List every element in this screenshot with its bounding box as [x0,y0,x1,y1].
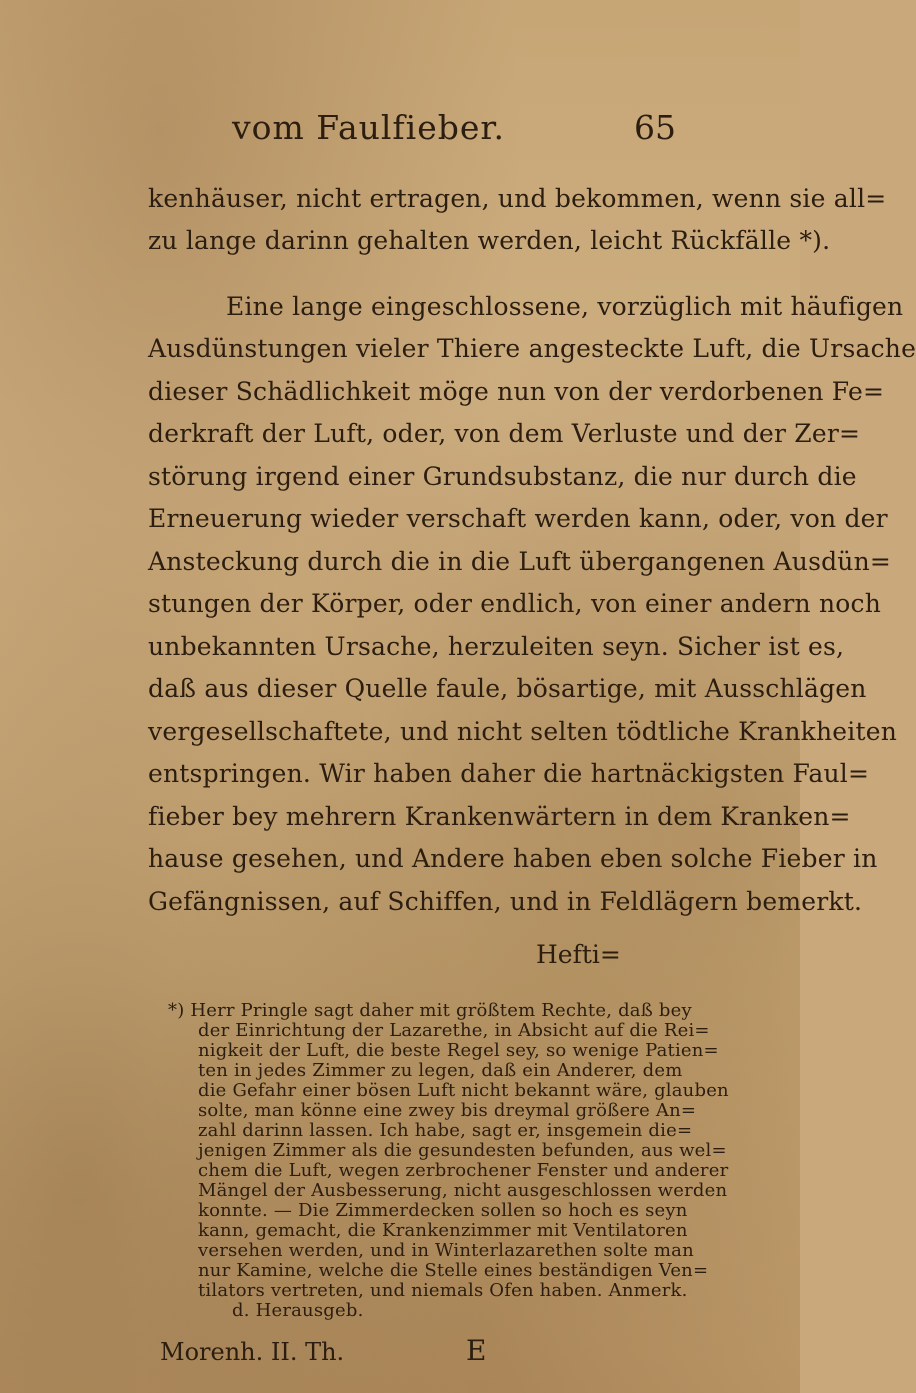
footnote-line: die Gefahr einer bösen Luft nicht bekannt wäre, glauben [198,1080,729,1101]
page-number: 65 [634,108,676,147]
footnote-line: tilators vertreten, und niemals Ofen haben. Anmerk. [198,1280,688,1301]
footnote-line: Mängel der Ausbesserung, nicht ausgeschlossen werden [198,1180,728,1201]
footnote-line: ten in jedes Zimmer zu legen, daß ein Anderer, dem [198,1060,683,1081]
text-line: fieber bey mehrern Krankenwärtern in dem Kranken= [148,802,851,831]
text-line: stungen der Körper, oder endlich, von einer andern noch [148,589,882,618]
text-line: Ausdünstungen vieler Thiere angesteckte Luft, die Ursache [148,334,916,363]
text-line: kenhäuser, nicht ertragen, und bekommen, wenn sie all= [148,184,887,213]
text-line: daß aus dieser Quelle faule, bösartige, mit Ausschlägen [148,674,867,703]
footnote-line: kann, gemacht, die Krankenzimmer mit Ventilatoren [198,1220,688,1241]
footnote-line: chem die Luft, wegen zerbrochener Fenster und anderer [198,1160,729,1181]
text-line: Eine lange eingeschlossene, vorzüglich mit häufigen [226,292,904,321]
text-line: entspringen. Wir haben daher die hartnäckigsten Faul= [148,759,870,788]
text-line: Ansteckung durch die in die Luft übergangenen Ausdün= [148,547,892,576]
page-header [0,108,800,158]
footnote-line: nur Kamine, welche die Stelle eines beständigen Ven= [198,1260,709,1281]
text-line: störung irgend einer Grundsubstanz, die nur durch die [148,462,857,491]
footnote-line: zahl darinn lassen. Ich habe, sagt er, insgemein die= [198,1120,693,1141]
signature-mark: E [466,1334,487,1367]
text-line: zu lange darinn gehalten werden, leicht Rückfälle *). [148,226,831,255]
footnote-line: versehen werden, und in Winterlazarethen solte man [198,1240,694,1261]
text-line: Gefängnissen, auf Schiffen, und in Feldlägern bemerkt. [148,887,863,916]
footnote-line: solte, man könne eine zwey bis dreymal größere An= [198,1100,697,1121]
signature-line: Morenh. II. Th. [160,1338,345,1366]
text-line: unbekannten Ursache, herzuleiten seyn. Sicher ist es, [148,632,845,661]
text-line: Erneuerung wieder verschaft werden kann, oder, von der [148,504,888,533]
text-line: dieser Schädlichkeit möge nun von der verdorbenen Fe= [148,377,885,406]
running-title: vom Faulfieber. [232,108,506,147]
text-line: derkraft der Luft, oder, von dem Verluste und der Zer= [148,419,861,448]
text-line: vergesellschaftete, und nicht selten tödtliche Krankheiten [148,717,898,746]
footnote-line: der Einrichtung der Lazarethe, in Absicht auf die Rei= [198,1020,710,1041]
footnote-line: nigkeit der Luft, die beste Regel sey, so wenige Patien= [198,1040,719,1061]
text-line: hause gesehen, und Andere haben eben solche Fieber in [148,844,878,873]
footnote-line: konnte. — Die Zimmerdecken sollen so hoch es seyn [198,1200,688,1221]
footnote-line: *) Herr Pringle sagt daher mit größtem Rechte, daß bey [168,1000,692,1021]
footnote-line: jenigen Zimmer als die gesundesten befunden, aus wel= [198,1140,727,1161]
footnote-line: d. Herausgeb. [232,1300,364,1321]
catchword: Hefti= [536,940,621,969]
